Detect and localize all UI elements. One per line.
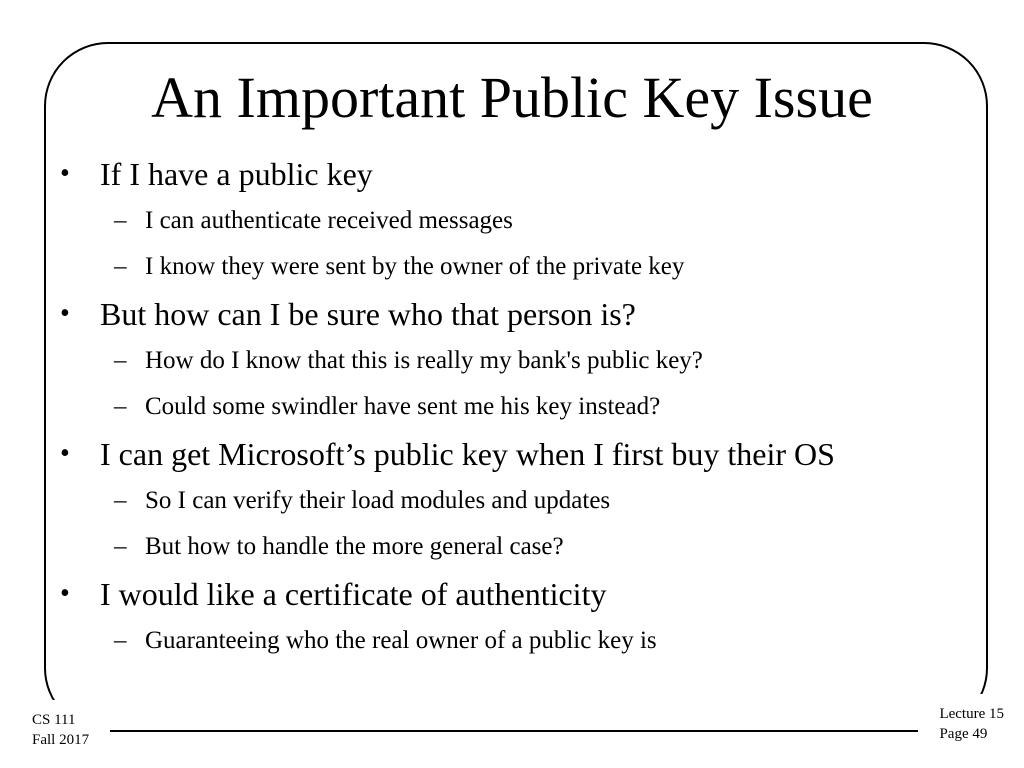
sub-bullet-text: How do I know that this is really my bank's public key? (145, 347, 703, 374)
footer-course-info (32, 710, 89, 750)
dash-icon: – (114, 487, 127, 514)
dash-icon: – (114, 533, 127, 560)
lecture-label: Lecture 15 (939, 706, 1004, 722)
bullet-item (56, 150, 976, 198)
sub-bullet-item (56, 338, 976, 384)
slide-title: An Important Public Key Issue (151, 65, 873, 130)
bullet-text: But how can I be sure who that person is? (100, 296, 636, 332)
bullet-icon: • (60, 578, 70, 609)
bullet-icon: • (60, 298, 70, 329)
sub-bullet-item (56, 384, 976, 430)
dash-icon: – (114, 627, 127, 654)
dash-icon: – (114, 207, 127, 234)
bullet-text: I can get Microsoft’s public key when I first buy their OS (100, 436, 835, 472)
bullet-text: If I have a public key (100, 156, 373, 192)
sub-bullet-item (56, 198, 976, 244)
dash-icon: – (114, 393, 127, 420)
dash-icon: – (114, 347, 127, 374)
sub-bullet-text: I know they were sent by the owner of the private key (145, 253, 685, 280)
bullet-item (56, 570, 976, 618)
slide-content (56, 150, 976, 664)
footer-lecture-info (939, 704, 1004, 744)
term-label: Fall 2017 (32, 732, 90, 748)
sub-bullet-text: But how to handle the more general case? (145, 533, 564, 560)
sub-bullet-item (56, 618, 976, 664)
page-label: Page 49 (939, 726, 988, 742)
bullet-icon: • (60, 438, 70, 469)
sub-bullet-item (56, 524, 976, 570)
dash-icon: – (114, 253, 127, 280)
sub-bullet-text: Could some swindler have sent me his key instead? (145, 393, 661, 420)
bullet-text: I would like a certificate of authenticity (100, 576, 607, 612)
sub-bullet-item (56, 244, 976, 290)
bullet-icon: • (60, 158, 70, 189)
course-label: CS 111 (32, 712, 76, 728)
sub-bullet-text: I can authenticate received messages (145, 207, 513, 234)
bullet-item (56, 290, 976, 338)
sub-bullet-text: So I can verify their load modules and updates (145, 487, 611, 514)
bullet-item (56, 430, 976, 478)
sub-bullet-text: Guaranteeing who the real owner of a public key is (145, 627, 657, 654)
sub-bullet-item (56, 478, 976, 524)
